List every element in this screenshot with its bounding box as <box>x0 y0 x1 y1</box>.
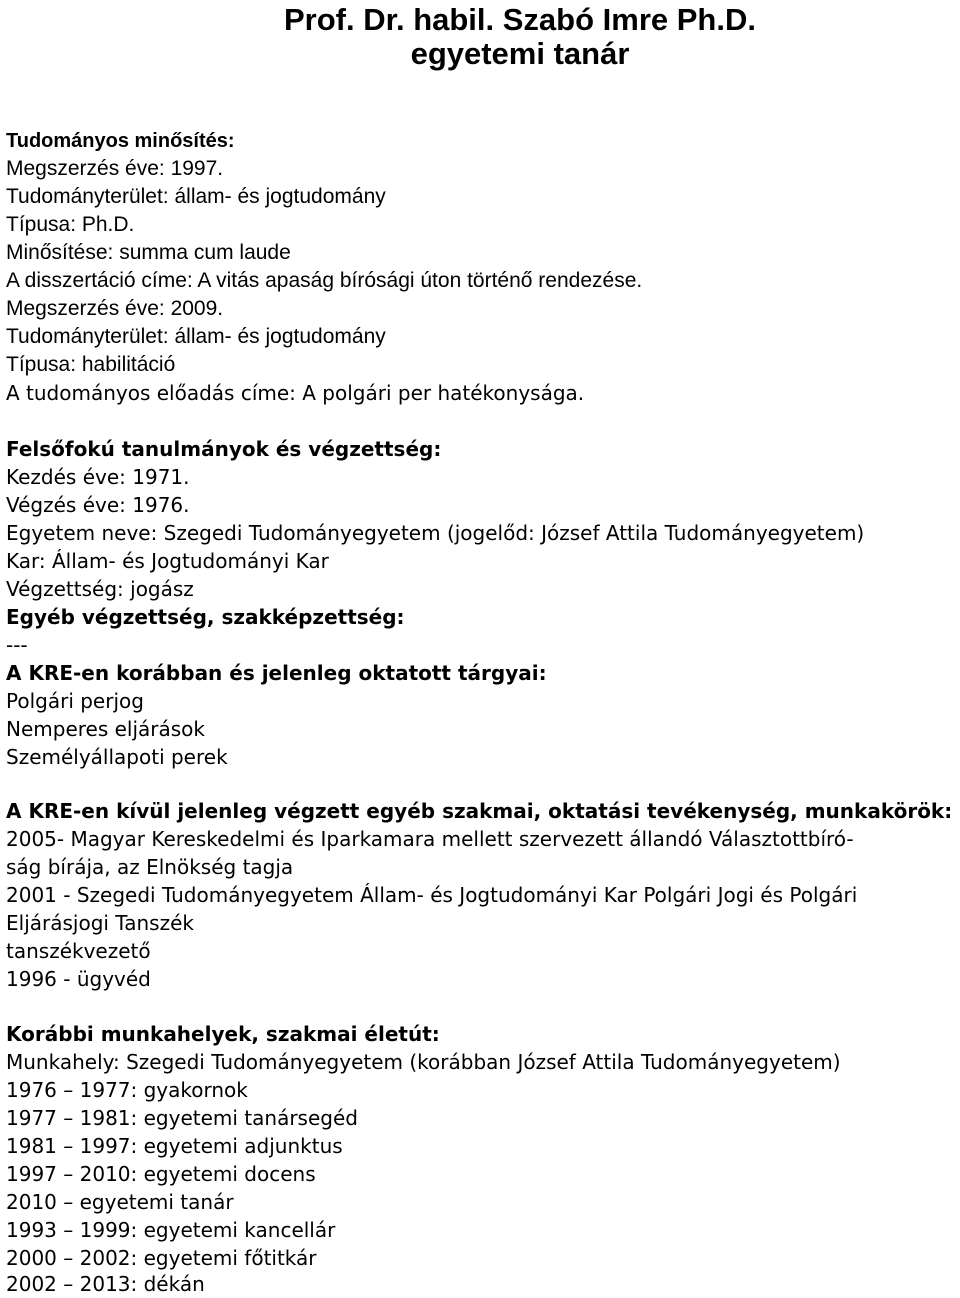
education-line: Kezdés éve: 1971. <box>6 465 190 489</box>
other-qualification-heading: Egyéb végzettség, szakképzettség: <box>6 605 405 629</box>
person-name: Prof. Dr. habil. Szabó Imre Ph.D. <box>284 2 756 37</box>
qualification-line: Típusa: Ph.D. <box>6 213 135 236</box>
activity-line: 2001 - Szegedi Tudományegyetem Állam- és Jogtudományi Kar Polgári Jogi és Polgári <box>6 883 858 907</box>
qualification-line: Tudományterület: állam- és jogtudomány <box>6 325 386 348</box>
education-line: Végzés éve: 1976. <box>6 493 190 517</box>
career-line: 1997 – 2010: egyetemi docens <box>6 1162 316 1186</box>
career-line: 1976 – 1977: gyakornok <box>6 1078 248 1102</box>
education-heading: Felsőfokú tanulmányok és végzettség: <box>6 437 442 461</box>
qualification-line: Megszerzés éve: 2009. <box>6 297 224 320</box>
activity-line: 1996 - ügyvéd <box>6 967 151 991</box>
qualification-line: Minősítése: summa cum laude <box>6 241 291 264</box>
qualification-line: A disszertáció címe: A vitás apaság bírósági úton történő rendezése. <box>6 269 643 292</box>
career-line: 1977 – 1981: egyetemi tanársegéd <box>6 1106 358 1130</box>
subject-item: Polgári perjog <box>6 689 144 713</box>
activities-heading: A KRE-en kívül jelenleg végzett egyéb szakmai, oktatási tevékenység, munkakörök: <box>6 799 953 823</box>
activity-line: Eljárásjogi Tanszék <box>6 911 194 935</box>
career-line: 2002 – 2013: dékán <box>6 1272 205 1296</box>
career-heading: Korábbi munkahelyek, szakmai életút: <box>6 1022 440 1046</box>
activity-line: ság bírája, az Elnökség tagja <box>6 855 294 879</box>
career-line: Munkahely: Szegedi Tudományegyetem (korábban József Attila Tudományegyetem) <box>6 1050 841 1074</box>
career-line: 1981 – 1997: egyetemi adjunktus <box>6 1134 343 1158</box>
qualification-line: Típusa: habilitáció <box>6 353 176 376</box>
education-line: Egyetem neve: Szegedi Tudományegyetem (jogelőd: József Attila Tudományegyetem) <box>6 521 865 545</box>
qualification-line: Megszerzés éve: 1997. <box>6 157 224 180</box>
career-line: 1993 – 1999: egyetemi kancellár <box>6 1218 336 1242</box>
subject-item: Nemperes eljárások <box>6 717 206 741</box>
career-line: 2010 – egyetemi tanár <box>6 1190 234 1214</box>
qualification-line: A tudományos előadás címe: A polgári per hatékonysága. <box>6 381 585 405</box>
education-line: Kar: Állam- és Jogtudományi Kar <box>6 549 329 573</box>
other-qualification-value: --- <box>6 633 28 657</box>
education-line: Végzettség: jogász <box>6 577 194 601</box>
person-position: egyetemi tanár <box>410 36 630 71</box>
career-line: 2000 – 2002: egyetemi főtitkár <box>6 1246 317 1270</box>
subject-item: Személyállapoti perek <box>6 745 228 769</box>
qualification-heading: Tudományos minősítés: <box>6 130 235 152</box>
qualification-line: Tudományterület: állam- és jogtudomány <box>6 185 386 208</box>
subjects-heading: A KRE-en korábban és jelenleg oktatott tárgyai: <box>6 661 547 685</box>
activity-line: tanszékvezető <box>6 939 151 963</box>
activity-line: 2005- Magyar Kereskedelmi és Iparkamara mellett szervezett állandó Választottbíró- <box>6 827 854 851</box>
